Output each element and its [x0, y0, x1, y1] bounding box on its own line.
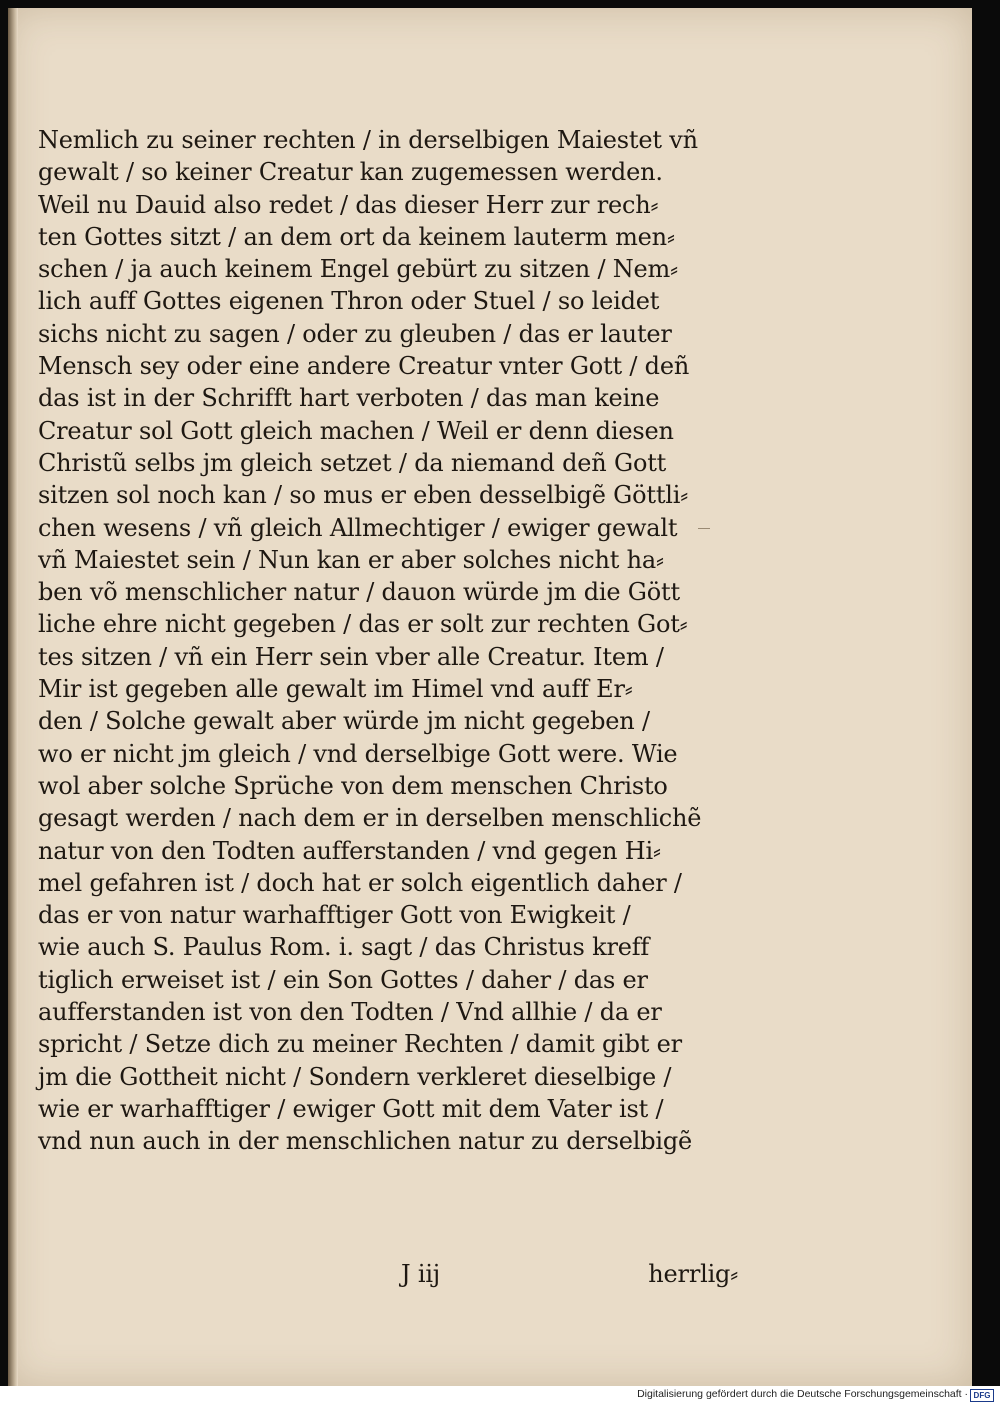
text-line: sitzen sol noch kan / so mus er eben desselbigẽ Göttli⸗ [38, 481, 689, 510]
text-line: gewalt / so keiner Creatur kan zugemessen werden. [38, 158, 663, 187]
text-line: Mir ist gegeben alle gewalt im Himel vnd auff Er⸗ [38, 675, 633, 704]
text-line: sichs nicht zu sagen / oder zu gleuben / das er lauter [38, 319, 672, 348]
text-line: Weil nu Dauid also redet / das dieser Herr zur rech⸗ [38, 190, 659, 219]
text-line: gesagt werden / nach dem er in derselben menschlichẽ [38, 804, 702, 833]
text-line: das er von natur warhafftiger Gott von Ewigkeit / [38, 901, 631, 930]
text-line: vñ Maiestet sein / Nun kan er aber solches nicht ha⸗ [38, 545, 664, 574]
text-line: liche ehre nicht gegeben / das er solt zur rechten Got⸗ [38, 610, 688, 639]
text-line: aufferstanden ist von den Todten / Vnd allhie / da er [38, 998, 662, 1027]
text-line: den / Solche gewalt aber würde jm nicht gegeben / [38, 707, 650, 736]
page-binding-edge [8, 8, 18, 1386]
text-line: spricht / Setze dich zu meiner Rechten / damit gibt er [38, 1030, 682, 1059]
text-line: Christũ selbs jm gleich setzet / da niemand deñ Gott [38, 448, 667, 477]
signature-mark: J iij [401, 1260, 441, 1288]
text-line: tiglich erweiset ist / ein Son Gottes / daher / das er [38, 965, 648, 994]
text-line: vnd nun auch in der menschlichen natur zu derselbigẽ [38, 1127, 693, 1156]
text-line: Mensch sey oder eine andere Creatur vnter Gott / deñ [38, 352, 690, 381]
text-line: ten Gottes sitzt / an dem ort da keinem lauterm men⸗ [38, 222, 675, 251]
text-line: das ist in der Schrifft hart verboten / das man keine [38, 384, 660, 413]
text-line: Creatur sol Gott gleich machen / Weil er denn diesen [38, 416, 674, 445]
text-line: tes sitzen / vñ ein Herr sein vber alle Creatur. Item / [38, 642, 664, 671]
text-line: natur von den Todten aufferstanden / vnd gegen Hi⸗ [38, 836, 661, 865]
text-line: jm die Gottheit nicht / Sondern verkleret dieselbige / [38, 1062, 672, 1091]
text-line: chen wesens / vñ gleich Allmechtiger / ewiger gewalt [38, 513, 678, 542]
text-line: mel gefahren ist / doch hat er solch eigentlich daher / [38, 868, 682, 897]
dfg-logo: DFG [970, 1389, 994, 1402]
text-line: schen / ja auch keinem Engel gebürt zu sitzen / Nem⸗ [38, 255, 678, 284]
text-line: wo er nicht jm gleich / vnd derselbige Gott were. Wie [38, 739, 678, 768]
text-line: lich auff Gottes eigenen Thron oder Stuel / so leidet [38, 287, 660, 316]
digitization-credit: Digitalisierung gefördert durch die Deutsche Forschungsgemeinschaft · [637, 1388, 968, 1400]
page-footer-line [38, 1258, 738, 1290]
text-line: wie er warhafftiger / ewiger Gott mit dem Vater ist / [38, 1094, 664, 1123]
text-line: ben võ menschlicher natur / dauon würde jm die Gött [38, 578, 680, 607]
book-page [8, 8, 972, 1386]
page-text [38, 124, 738, 1288]
text-line: wol aber solche Sprüche von dem menschen Christo [38, 771, 668, 800]
text-line: Nemlich zu seiner rechten / in derselbigen Maiestet vñ [38, 126, 698, 154]
catchword: herrlig⸗ [648, 1260, 738, 1288]
text-line: wie auch S. Paulus Rom. i. sagt / das Christus kreff [38, 933, 650, 962]
